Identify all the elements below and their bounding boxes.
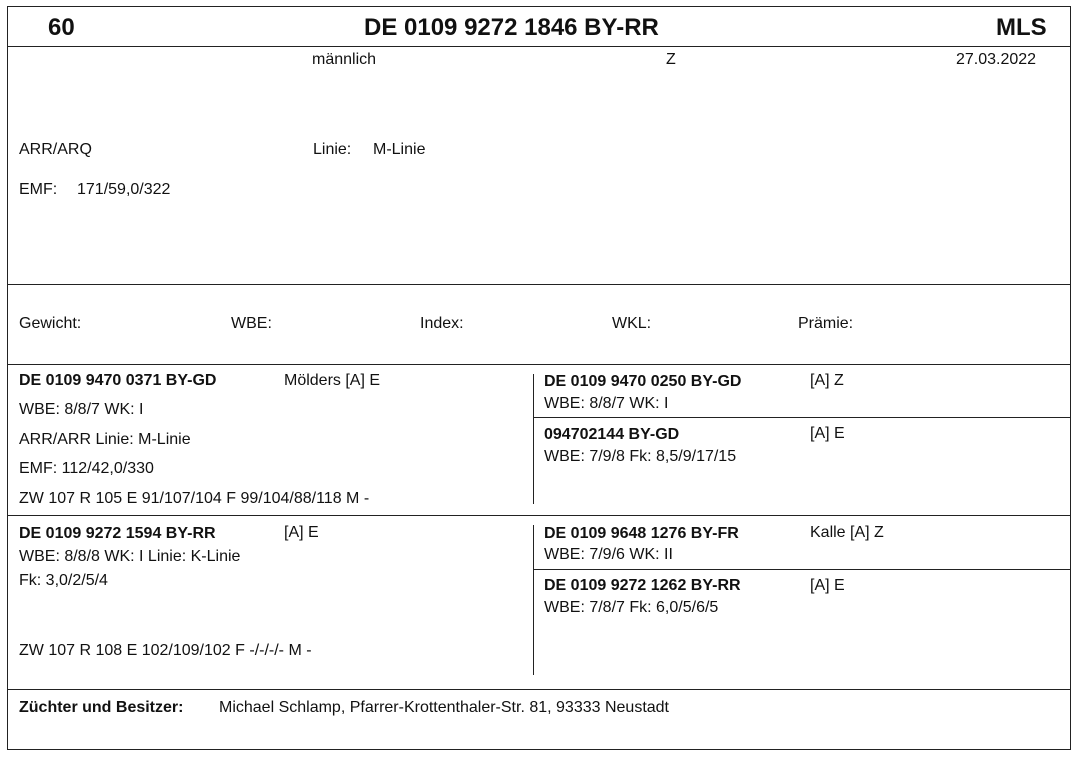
dam-tag: [A] E — [284, 524, 319, 541]
sire-grandparents-divider — [533, 417, 1071, 418]
header-divider — [7, 46, 1071, 47]
dam-sire-id: DE 0109 9648 1276 BY-FR — [544, 525, 739, 542]
line-label: Linie: — [313, 141, 352, 158]
index-label: Index: — [420, 315, 464, 332]
sire-divider — [7, 515, 1071, 516]
color-code: ARR/ARQ — [19, 141, 92, 158]
sire-dam-id: 094702144 BY-GD — [544, 426, 680, 443]
sire-id: DE 0109 9470 0371 BY-GD — [19, 372, 217, 389]
info-divider — [7, 284, 1071, 285]
sire-owner: Mölders [A] E — [284, 372, 381, 389]
sire-sire-wbe: WBE: 8/8/7 WK: I — [544, 395, 669, 412]
emf-label: EMF: — [19, 181, 58, 198]
sex: männlich — [312, 51, 377, 68]
dam-sire-wbe: WBE: 7/9/6 WK: II — [544, 546, 673, 563]
date: 27.03.2022 — [956, 51, 1037, 68]
dam-grandparents-divider — [533, 569, 1071, 570]
dam-fk: Fk: 3,0/2/5/4 — [19, 572, 108, 589]
emf-value: 171/59,0/322 — [77, 181, 171, 198]
entry-number: 60 — [48, 14, 75, 41]
sire-emf: EMF: 112/42,0/330 — [19, 460, 154, 477]
weight-label: Gewicht: — [19, 315, 82, 332]
dam-dam-wbe: WBE: 7/8/7 Fk: 6,0/5/6/5 — [544, 599, 719, 616]
dam-column-divider — [533, 525, 534, 675]
wkl-label: WKL: — [612, 315, 652, 332]
marker: Z — [666, 51, 676, 68]
sire-wbe: WBE: 8/8/7 WK: I — [19, 401, 144, 418]
dam-dam-tag: [A] E — [810, 577, 845, 594]
dam-id: DE 0109 9272 1594 BY-RR — [19, 525, 216, 542]
dam-sire-tag: Kalle [A] Z — [810, 524, 884, 541]
ring-id: DE 0109 9272 1846 BY-RR — [364, 14, 659, 41]
sire-sire-id: DE 0109 9470 0250 BY-GD — [544, 373, 742, 390]
sire-sire-tag: [A] Z — [810, 372, 844, 389]
sire-dam-wbe: WBE: 7/9/8 Fk: 8,5/9/17/15 — [544, 448, 737, 465]
sire-color-line: ARR/ARR Linie: M-Linie — [19, 431, 191, 448]
sire-column-divider — [533, 374, 534, 504]
sire-dam-tag: [A] E — [810, 425, 845, 442]
dam-dam-id: DE 0109 9272 1262 BY-RR — [544, 577, 741, 594]
wbe-label: WBE: — [231, 315, 272, 332]
line-value: M-Linie — [373, 141, 426, 158]
sire-zw: ZW 107 R 105 E 91/107/104 F 99/104/88/118 M - — [19, 490, 370, 507]
code: MLS — [996, 14, 1047, 41]
breeder-label: Züchter und Besitzer: — [19, 699, 184, 716]
breeder-value: Michael Schlamp, Pfarrer-Krottenthaler-Str. 81, 93333 Neustadt — [219, 699, 669, 716]
dam-zw: ZW 107 R 108 E 102/109/102 F -/-/-/- M - — [19, 642, 312, 659]
prize-label: Prämie: — [798, 315, 854, 332]
dam-divider — [7, 689, 1071, 690]
scores-divider — [7, 364, 1071, 365]
dam-wbe: WBE: 8/8/8 WK: I Linie: K-Linie — [19, 548, 241, 565]
